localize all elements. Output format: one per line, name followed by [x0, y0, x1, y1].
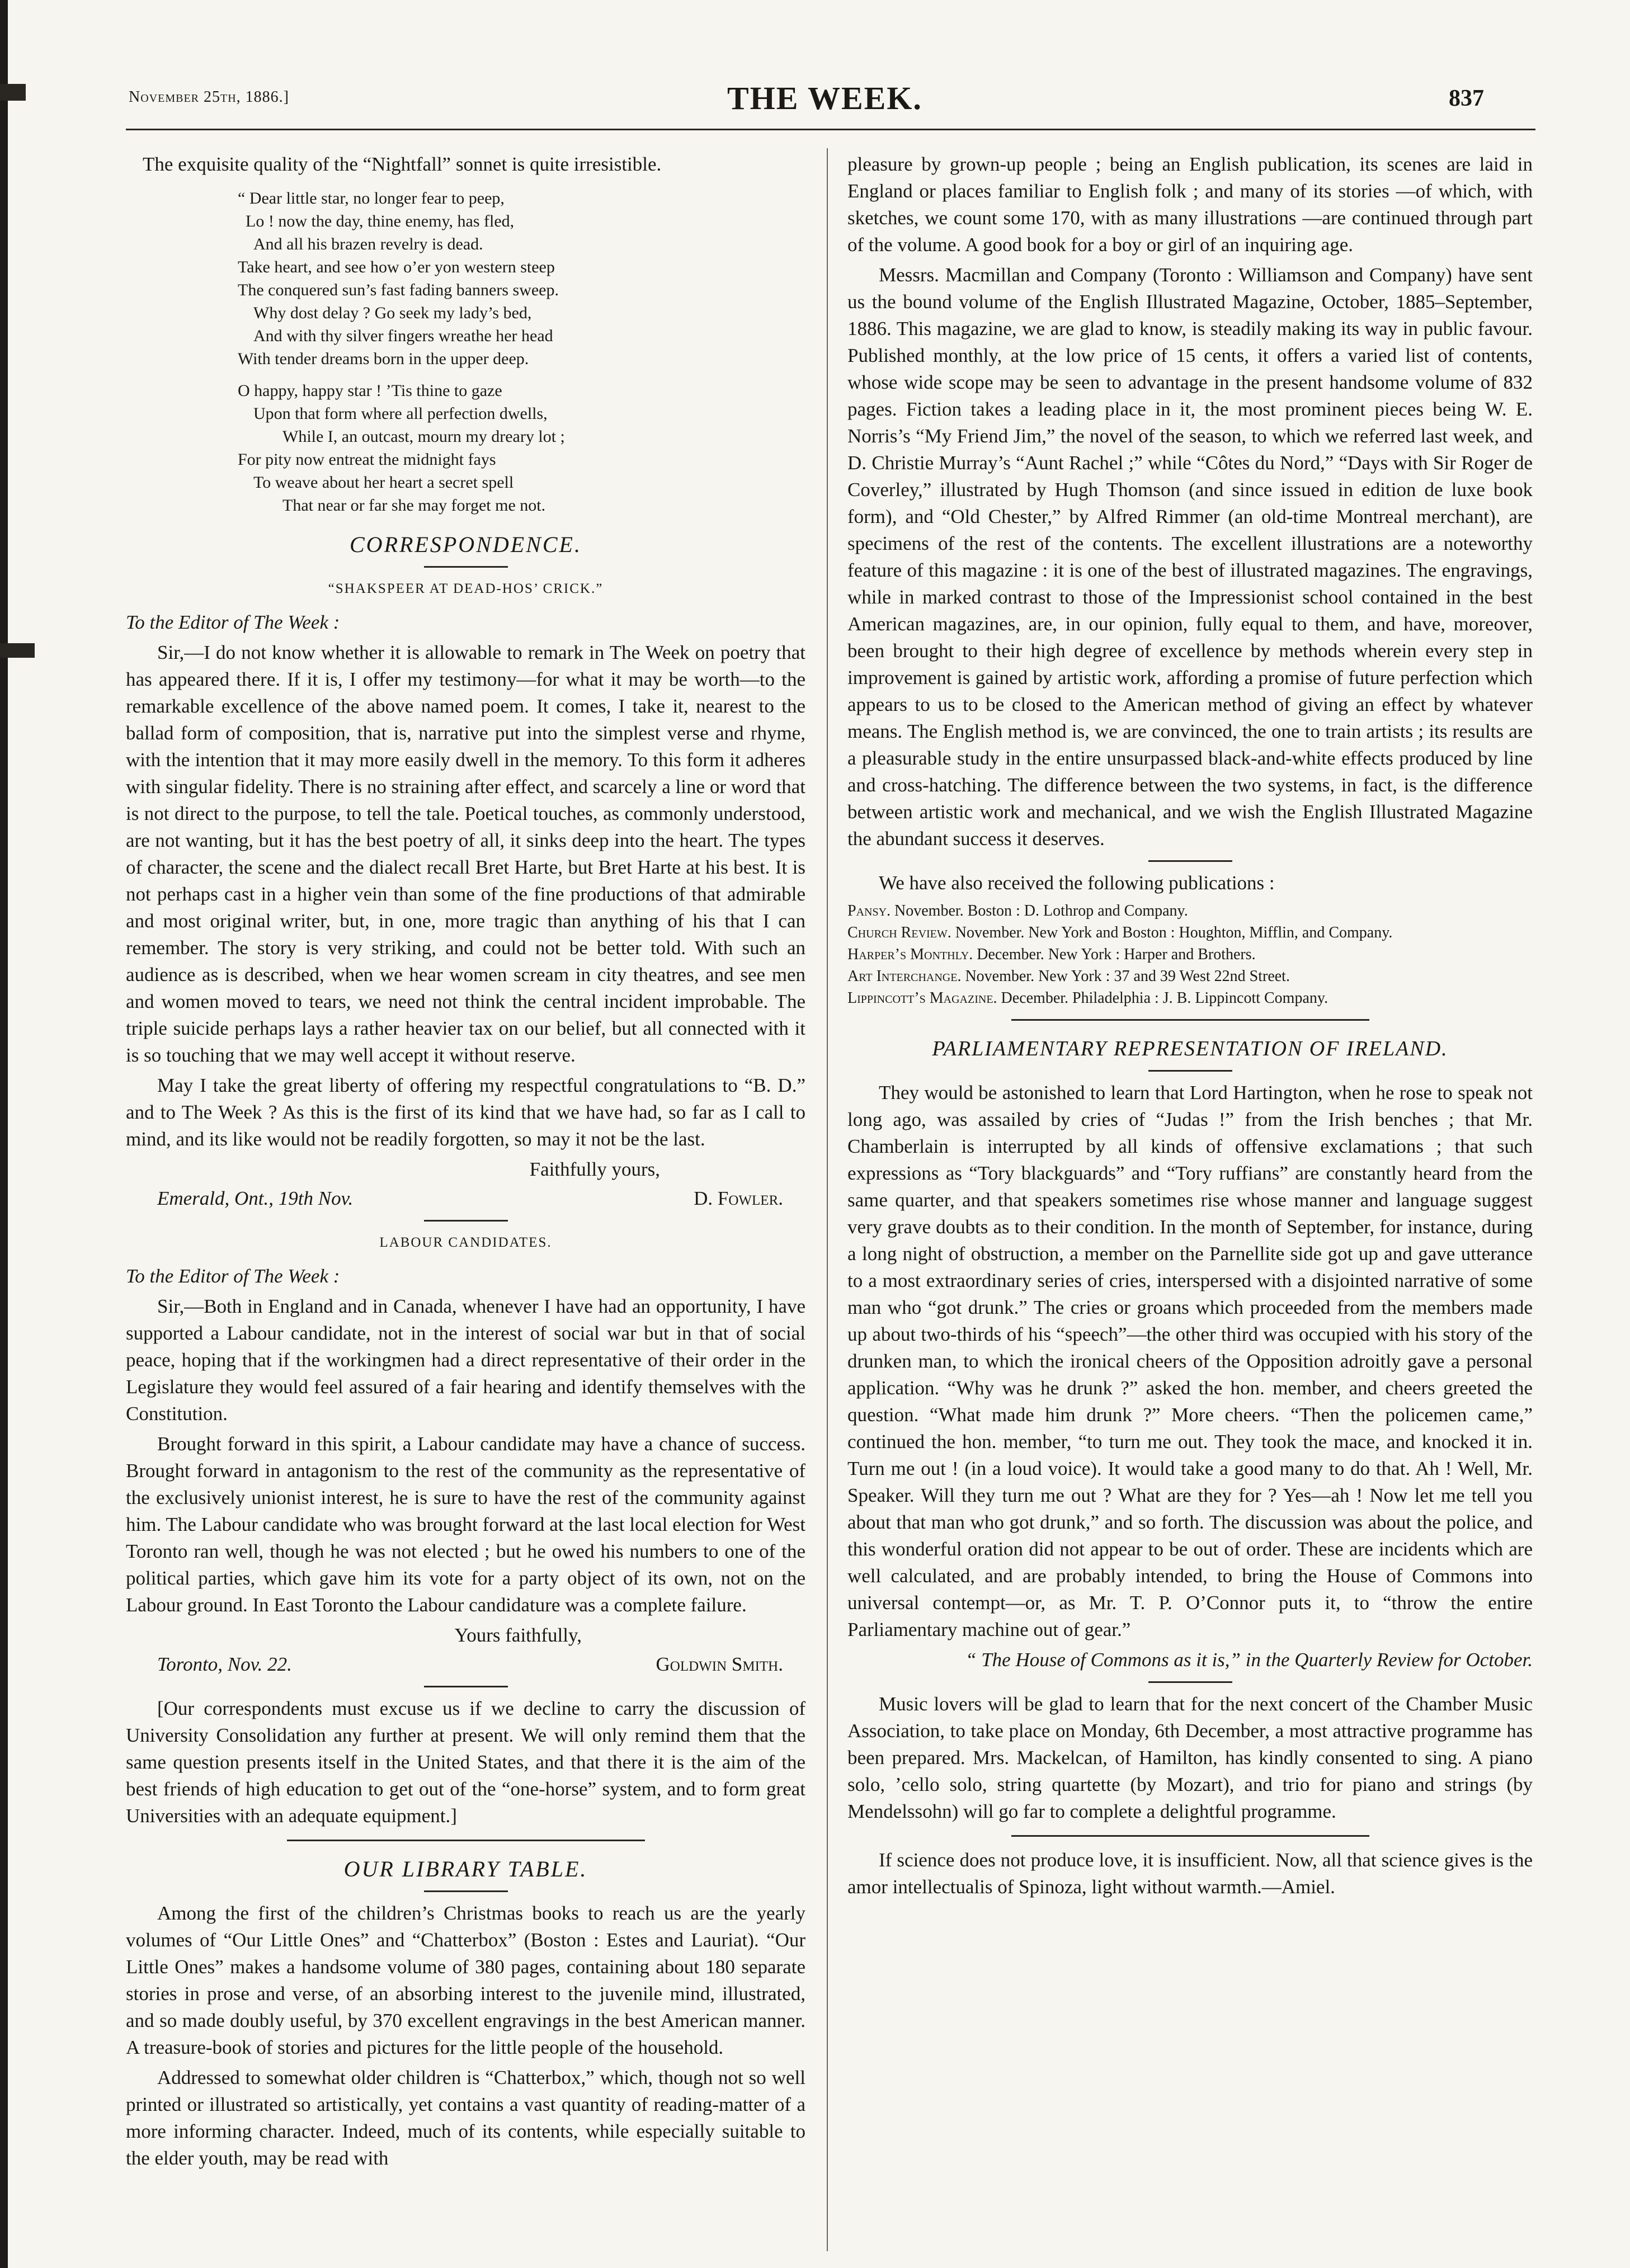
- right-column: [847, 151, 1533, 1904]
- letter1-signature: D. Fowler.: [694, 1187, 783, 1209]
- library-heading: OUR LIBRARY TABLE.: [343, 1856, 588, 1882]
- section-rule: [1148, 1681, 1232, 1683]
- nightfall-sonnet-sestet: [238, 379, 805, 517]
- letter1-closing: Faithfully yours,: [529, 1158, 660, 1180]
- publication-details: November. New York and Boston : Houghton, Mifflin, and Company.: [951, 924, 1393, 941]
- poem-line: Take heart, and see how o’er yon western steep: [238, 258, 555, 276]
- publication-details: November. New York : 37 and 39 West 22nd Street.: [961, 968, 1290, 985]
- section-rule: [1148, 1070, 1232, 1072]
- letter2-signature-row: [126, 1651, 805, 1678]
- masthead-title: THE WEEK.: [727, 80, 922, 116]
- publication-name: Harper’s Monthly.: [847, 946, 973, 963]
- poem-line: That near or far she may forget me not.: [282, 496, 546, 515]
- chatterbox-continuation: pleasure by grown-up people ; being an English publication, its scenes are laid in England or places familiar to English folk ; and many of its stories —of which, with sketches, we count some 170, with as many illustrations —are continued through part of the volume. A good book for a boy or girl of an inquiring age.: [847, 153, 1533, 256]
- section-rule: [287, 1840, 645, 1841]
- section-rule: [1011, 1835, 1369, 1837]
- letter2-closing-row: [126, 1622, 805, 1649]
- binding-tick-mark: [0, 84, 26, 101]
- poem-line: Lo ! now the day, thine enemy, has fled,: [246, 212, 515, 230]
- page-number: 837: [1449, 86, 1484, 111]
- poem-line: “ Dear little star, no longer fear to peep,: [238, 189, 505, 208]
- poem-line: Upon that form where all perfection dwells,: [253, 404, 548, 423]
- music-paragraph: Music lovers will be glad to learn that for the next concert of the Chamber Music Association, to take place on Monday, 6th December, a most attractive programme has been prepared. Mrs. Mackelcan, of Hamilton, has kindly consented to sing. A piano solo, ’cello solo, string quartette (by Mozart), and trio for piano and strings (by Mendelssohn) will go far to complete a delightful programme.: [847, 1693, 1533, 1822]
- science-paragraph: If science does not produce love, it is insufficient. Now, all that science gives is the amor intellectualis of Spinoza, light without warmth.—Amiel.: [847, 1849, 1533, 1898]
- column-divider: [827, 148, 828, 2251]
- poem-line: And all his brazen revelry is dead.: [253, 235, 483, 253]
- binding-edge-mark: [0, 0, 8, 2268]
- section-rule: [424, 1686, 508, 1687]
- letter1-paragraph: Sir,—I do not know whether it is allowable to remark in The Week on poetry that has appeared there. If it is, I offer my testimony—for what it may be worth—to the remarkable excellence of the above named poem. It comes, I take it, nearest to the ballad form of composition, that is, narrative put into the simplest verse and rhyme, with the intention that it may more easily dwell in the memory. To this form it adheres with singular fidelity. There is no straining after effect, and scarcely a line or word that is not direct to the purpose, to tell the tale. Poetical touches, as commonly understood, are not wanting, but it has the best poetry of all, it sinks deep into the heart. The types of character, the scene and the dialect recall Bret Harte, but Bret Harte at his best. It is not perhaps cast in a higher vein than some of the fine productions of that admirable and most original writer, but, in one, more tragic than anything of his that I can remember. The story is very striking, and could not be better told. With such an audience as is described, when we hear women scream in city theatres, and see men and women moved to tears, we need not think the central incident improbable. The triple suicide perhaps lays a rather heavier tax on our belief, but all connected with it is so touching that we may well accept it without reserve.: [126, 642, 805, 1066]
- left-column: [126, 151, 805, 2175]
- letter2-signature: Goldwin Smith.: [656, 1653, 783, 1675]
- publication-name: Pansy.: [847, 902, 891, 920]
- poem-line: With tender dreams born in the upper deep.: [238, 350, 529, 368]
- received-intro: We have also received the following publications :: [879, 872, 1275, 894]
- parliament-heading: PARLIAMENTARY REPRESENTATION OF IRELAND.: [932, 1037, 1448, 1060]
- poem-line: While I, an outcast, mourn my dreary lot ;: [282, 427, 565, 446]
- section-rule: [1011, 1019, 1369, 1021]
- section-rule: [424, 566, 508, 568]
- letter2-salutation: To the Editor of The Week :: [126, 1265, 340, 1287]
- section-rule: [424, 1220, 508, 1222]
- parliament-paragraph: They would be astonished to learn that Lord Hartington, when he rose to speak not long ago, was assailed by cries of “Judas !” from the Irish benches ; that Mr. Chamberlain is interrupted by all kinds of offensive exclamations ; that such expressions as “Tory blackguards” and “Tory ruffians” are constantly heard from the same quarter, and that speakers sometimes rise whose manner and language suggest very grave doubts as to their condition. In the month of September, for instance, during a long night of obstruction, a member on the Parnellite side got up and gave utterance to a most extraordinary series of cries, interspersed with a disjointed narrative of some man who “got drunk.” The cries or groans which proceeded from the members made up about two-thirds of his “speech”—the other third was occupied with his story of the drunken man, to which the ironical cheers of the Opposition adroitly gave a personal application. “Why was he drunk ?” asked the hon. member, and cheers greeted the question. “What made him drunk ?” More cheers. “Then the policemen came,” continued the hon. member, “to turn me out. They took the mace, and knocked it in. Turn me out ! (in a loud voice). It would take a good many to do that. Ah ! Well, Mr. Speaker. Will they turn me out ? What are they for ? Yes—ah ! Now let me tell you about that man who got drunk,” and so forth. The discussion was about the police, and this wonderful oration did not appear to be out of order. These are incidents which are well calculated, and are probably intended, to bring the House of Commons into universal contempt—or, as Mr. T. P. O’Connor puts it, to “throw the entire Parliamentary machine out of gear.”: [847, 1082, 1533, 1640]
- publication-details: December. Philadelphia : J. B. Lippincott Company.: [997, 989, 1329, 1007]
- publication-name: Church Review.: [847, 924, 951, 941]
- letter1-paragraph: May I take the great liberty of offering my respectful congratulations to “B. D.” and to The Week ? As this is the first of its kind that we have had, so far as I call to mind, and its like would not be readily forgotten, so may it not be the last.: [126, 1074, 805, 1150]
- parliament-source: “ The House of Commons as it is,” in the Quarterly Review for October.: [965, 1649, 1533, 1671]
- binding-tick-mark: [0, 643, 35, 658]
- publication-entry: [847, 987, 1533, 1009]
- library-paragraph: Addressed to somewhat older children is “Chatterbox,” which, though not so well printed or illustrated so artistically, yet contains a vast quantity of reading-matter of a more informing character. Indeed, much of its contents, while especially suitable to the elder youth, may be read with: [126, 2067, 805, 2169]
- editor-note: [Our correspondents must excuse us if we decline to carry the discussion of University Consolidation any further at present. We will only remind them that the same question presents itself in the United States, and that there it is the aim of the best friends of high education to get out of the “one-horse” system, and to form great Universities with an adequate equipment.]: [126, 1698, 805, 1827]
- section-rule: [1148, 860, 1232, 862]
- header-date: November 25th, 1886.]: [129, 88, 289, 106]
- nightfall-intro: The exquisite quality of the “Nightfall” sonnet is quite irresistible.: [143, 153, 662, 175]
- section-rule: [424, 1890, 508, 1892]
- letter1-salutation: To the Editor of The Week :: [126, 611, 340, 633]
- header-rule: [126, 129, 1535, 130]
- macmillan-paragraph: Messrs. Macmillan and Company (Toronto : Williamson and Company) have sent us the bound volume of the English Illustrated Magazine, October, 1885–September, 1886. This magazine, we are glad to know, is steadily making its way in public favour. Published monthly, at the low price of 15 cents, it offers a varied list of contents, whose wide scope may be seen to advantage in the present handsome volume of 832 pages. Fiction takes a leading place in it, the most prominent pieces being W. E. Norris’s “My Friend Jim,” the novel of the season, to which we referred last week, and D. Christie Murray’s “Aunt Rachel ;” while “Côtes du Nord,” “Days with Sir Roger de Coverley,” illustrated by Hugh Thomson (and since issued in edition de luxe book form), and “Old Chester,” by Alfred Rimmer (an old-time Montreal merchant), are specimens of the rest of the contents. The excellent illustrations are a noteworthy feature of this magazine : it is one of the best of illustrated magazines. The engravings, while in marked contrast to those of the Impressionist school contained in the best American magazines, are, in our opinion, fully equal to them, and have, moreover, been brought to their high degree of excellence by methods wherein every step in improvement is gained by artistic work, affording a promise of future perfection which appears to us to be closed to the American method of giving an effect by whatever means. The English method is, we are convinced, the one to train artists ; its results are a pleasurable study in the entire unsurpassed black-and-white effects produced by line and cross-hatching. The difference between the two systems, in fact, is the difference between artistic work and mechanical, and we wish the English Illustrated Magazine the abundant success it deserves.: [847, 264, 1533, 850]
- publication-details: December. New York : Harper and Brothers.: [973, 946, 1256, 963]
- letter1-closing-row: [126, 1156, 805, 1183]
- publication-name: Lippincott’s Magazine.: [847, 989, 997, 1007]
- letter2-paragraph: Brought forward in this spirit, a Labour candidate may have a chance of success. Brought forward in antagonism to the rest of the community as the representative of the exclusively unionist interest, he is sure to have the rest of the community against him. The Labour candidate who was brought forward at the last local election for West Toronto ran well, though he was not elected ; but he owed his numbers to one of the political parties, which gave him its vote for a party object of its own, not on the Labour ground. In East Toronto the Labour candidature was a complete failure.: [126, 1433, 805, 1616]
- library-paragraph: Among the first of the children’s Christmas books to reach us are the yearly volumes of “Our Little Ones” and “Chatterbox” (Boston : Estes and Lauriat). “Our Little Ones” makes a handsome volume of 380 pages, containing about 180 separate stories in prose and verse, of an absorbing interest to the juvenile mind, illustrated, and so made doubly useful, by 370 excellent engravings in the best American manner. A treasure-book of stories and pictures for the little people of the household.: [126, 1902, 805, 2058]
- publication-entry: [847, 944, 1533, 965]
- letter2-closing: Yours faithfully,: [454, 1624, 582, 1646]
- correspondence-heading: CORRESPONDENCE.: [350, 532, 582, 557]
- poem-line: To weave about her heart a secret spell: [253, 473, 514, 492]
- poem-line: The conquered sun’s fast fading banners sweep.: [238, 281, 559, 299]
- letter1-signature-row: [126, 1185, 805, 1212]
- nightfall-sonnet-octave: [238, 187, 805, 370]
- letter2-place-date: Toronto, Nov. 22.: [157, 1653, 292, 1675]
- letter1-place-date: Emerald, Ont., 19th Nov.: [157, 1187, 354, 1209]
- publication-entry: [847, 900, 1533, 922]
- letter2-paragraph: Sir,—Both in England and in Canada, whenever I have had an opportunity, I have supported a Labour candidate, not in the interest of social war but in that of social peace, hoping that if the workingmen had a direct representative of their order in the Legislature they would feel assured of a fair hearing and identify themselves with the Constitution.: [126, 1295, 805, 1425]
- publication-details: November. Boston : D. Lothrop and Company.: [891, 902, 1188, 920]
- letter1-title: “SHAKSPEER AT DEAD-HOS’ CRICK.”: [328, 581, 604, 596]
- publication-name: Art Interchange.: [847, 968, 962, 985]
- poem-line: For pity now entreat the midnight fays: [238, 450, 496, 469]
- poem-line: O happy, happy star ! ’Tis thine to gaze: [238, 381, 502, 400]
- poem-line: And with thy silver fingers wreathe her head: [253, 327, 553, 345]
- publication-entry: [847, 922, 1533, 944]
- poem-line: Why dost delay ? Go seek my lady’s bed,: [253, 304, 532, 322]
- letter2-title: LABOUR CANDIDATES.: [379, 1235, 552, 1250]
- publication-entry: [847, 965, 1533, 987]
